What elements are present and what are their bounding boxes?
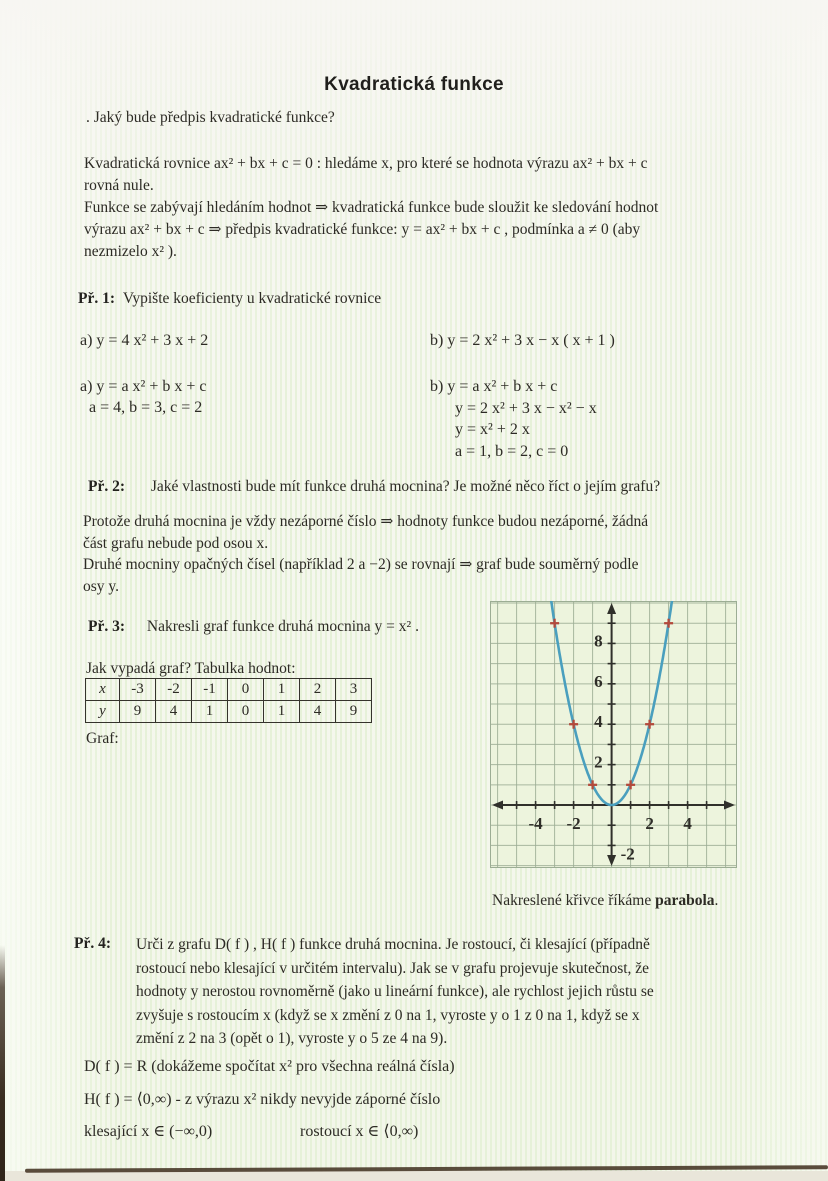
ex2-answer-line: Druhé mocniny opačných čísel (například 2 a −2) se rovnají ⇒ graf bude souměrný podle xyxy=(83,556,639,574)
range-line: H( f ) = ⟨0,∞) - z výrazu x² nikdy nevyjde záporné číslo xyxy=(84,1091,441,1108)
table-cell: 0 xyxy=(228,701,264,723)
svg-text:-2: -2 xyxy=(566,814,581,834)
table-cell: -2 xyxy=(156,679,192,701)
ex2-answer-line: osy y. xyxy=(83,577,120,595)
graph-caption-text: Nakreslené křivce říkáme xyxy=(492,892,656,909)
equation-line: a = 4, b = 3, c = 2 xyxy=(89,399,203,416)
table-cell: 9 xyxy=(336,701,372,723)
ex3-heading xyxy=(88,616,419,638)
increasing-interval: rostoucí x ∈ ⟨0,∞) xyxy=(300,1123,419,1140)
ex3-title: Nakresli graf funkce druhá mocnina y = x² . xyxy=(146,618,419,635)
table-cell: 1 xyxy=(192,701,228,723)
ex1-label: Př. 1: xyxy=(78,290,116,307)
ex4-line: rostoucí nebo klesající v určitém intervalu). Jak se v grafu projevuje skutečnost, že xyxy=(136,959,650,977)
equation-line: y = 2 x² + 3 x − x² − x xyxy=(455,399,597,417)
graf-label: Graf: xyxy=(86,730,119,747)
table-cell: 1 xyxy=(264,679,300,701)
equation-line: a = 1, b = 2, c = 0 xyxy=(455,442,569,460)
equation-line: y = x² + 2 x xyxy=(455,421,530,438)
svg-text:2: 2 xyxy=(594,752,603,772)
table-cell: 3 xyxy=(336,679,372,701)
table-cell: 0 xyxy=(228,679,264,701)
ex1-given-b: b) y = 2 x² + 3 x − x ( x + 1 ) xyxy=(430,332,615,349)
ex2-answer xyxy=(83,511,648,597)
table-cell: y xyxy=(86,701,120,723)
svg-text:4: 4 xyxy=(683,814,692,834)
scan-edge-left xyxy=(0,945,5,1181)
ex1-given-a: a) y = 4 x² + 3 x + 2 xyxy=(80,332,209,349)
ex4-line: hodnoty y nerostou rovnoměrně (jako u lineární funkce), ale rychlost jejich růstu se xyxy=(136,983,654,1000)
equation-line: a) y = a x² + b x + c xyxy=(80,378,207,395)
ex1-solution-a xyxy=(80,376,207,418)
graph-caption-keyword: parabola xyxy=(655,892,715,909)
intro-line: Funkce se zabývají hledáním hodnot ⇒ kvadratická funkce bude sloužit ke sledování hodnot xyxy=(84,199,659,216)
table-row-y xyxy=(86,701,372,723)
svg-text:6: 6 xyxy=(594,671,603,691)
intro-question: . Jaký bude předpis kvadratické funkce? xyxy=(86,109,335,126)
equation-line: b) y = a x² + b x + c xyxy=(430,378,558,395)
ex1-solution-b xyxy=(430,376,597,462)
table-cell: -1 xyxy=(192,679,228,701)
table-cell: 4 xyxy=(300,701,336,723)
intro-line: Kvadratická rovnice ax² + bx + c = 0 : hledáme x, pro které se hodnota výrazu ax² + bx + c xyxy=(84,155,648,172)
page-title: Kvadratická funkce xyxy=(324,74,504,95)
svg-text:4: 4 xyxy=(594,712,603,732)
table-cell: 2 xyxy=(300,679,336,701)
svg-text:2: 2 xyxy=(645,814,654,834)
parabola-graph-svg xyxy=(490,601,737,868)
ex1-title: Vypište koeficienty u kvadratické rovnice xyxy=(122,290,382,307)
domain-line: D( f ) = R (dokážeme spočítat x² pro všechna reálná čísla) xyxy=(84,1058,455,1075)
intro-paragraph xyxy=(84,153,658,263)
table-cell: -3 xyxy=(120,679,156,701)
ex4-line: zvyšuje s rostoucím x (když se x změní z 0 na 1, vyroste y o 1 z 0 na 1, když se x xyxy=(136,1006,640,1024)
ex2-label: Př. 2: xyxy=(88,478,126,495)
ex2-title: Jaké vlastnosti bude mít funkce druhá mocnina? Je možné něco říct o jejím grafu? xyxy=(150,478,661,495)
table-cell: 4 xyxy=(156,701,192,723)
table-cell: 9 xyxy=(120,701,156,723)
ex4-line: Urči z grafu D( f ) , H( f ) funkce druhá mocnina. Je rostoucí, či klesající (případně xyxy=(136,936,650,953)
ex4-label: Př. 4: xyxy=(74,935,112,952)
values-table xyxy=(85,678,372,723)
ex3-label: Př. 3: xyxy=(88,618,126,635)
ex2-answer-line: Protože druhá mocnina je vždy nezáporné číslo ⇒ hodnoty funkce budou nezáporné, žádná xyxy=(83,513,649,530)
ex2-answer-line: část grafu nebude pod osou x. xyxy=(83,534,269,552)
ex4-text xyxy=(136,933,654,1051)
decreasing-interval: klesající x ∈ (−∞,0) xyxy=(84,1123,213,1140)
ex4-line: změní z 2 na 3 (opět o 1), vyroste y o 5 ze 4 na 9). xyxy=(136,1030,448,1047)
ex1-heading xyxy=(78,288,381,310)
intro-line: nezmizelo x² ). xyxy=(84,243,177,260)
table-cell: 1 xyxy=(264,701,300,723)
graph-caption: Nakreslené křivce říkáme parabola. xyxy=(492,892,719,909)
svg-text:8: 8 xyxy=(594,631,603,651)
scan-edge-bottom-light xyxy=(0,1171,828,1181)
intro-line: výrazu ax² + bx + c ⇒ předpis kvadratické funkce: y = ax² + bx + c , podmínka a ≠ 0 (aby xyxy=(84,221,641,238)
svg-text:-4: -4 xyxy=(528,814,543,834)
svg-text:-2: -2 xyxy=(620,844,635,864)
table-cell: x xyxy=(86,679,120,701)
ex2-heading xyxy=(88,476,660,498)
ex3-table-intro: Jak vypadá graf? Tabulka hodnot: xyxy=(86,660,296,677)
intro-line: rovná nule. xyxy=(84,177,154,194)
table-row-x xyxy=(86,679,372,701)
parabola-graph xyxy=(490,601,737,873)
